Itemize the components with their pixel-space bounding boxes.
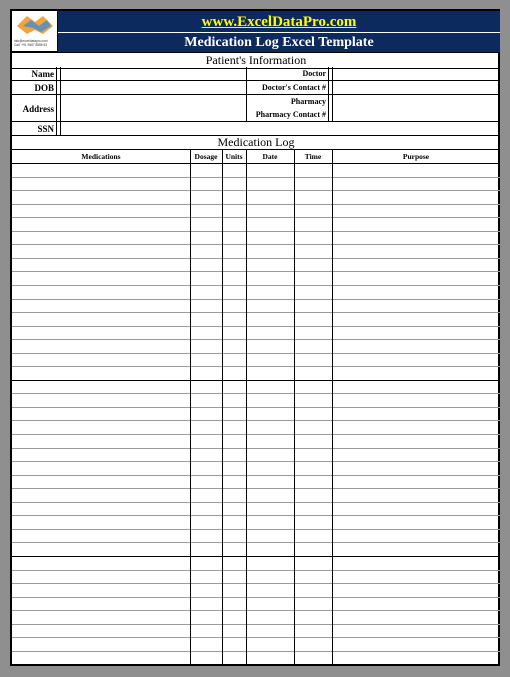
row-line bbox=[12, 326, 500, 327]
ssn-field[interactable] bbox=[61, 122, 500, 135]
patient-info-title: Patient's Information bbox=[12, 52, 500, 69]
doctor-contact-field[interactable] bbox=[333, 81, 500, 95]
dob-label: DOB bbox=[34, 83, 54, 93]
logo bbox=[12, 11, 58, 52]
row-line bbox=[12, 217, 500, 218]
address-field[interactable] bbox=[61, 95, 246, 122]
patient-info-grid bbox=[12, 67, 500, 136]
row-line bbox=[12, 610, 500, 611]
row-line bbox=[12, 353, 500, 354]
row-line bbox=[12, 542, 500, 543]
row-line bbox=[12, 339, 500, 340]
row-line bbox=[12, 434, 500, 435]
row-line bbox=[12, 515, 500, 516]
row-line bbox=[12, 597, 500, 598]
ssn-label: SSN bbox=[37, 124, 54, 134]
row-line bbox=[12, 258, 500, 259]
row-line bbox=[12, 583, 500, 584]
address-label: Address bbox=[22, 104, 54, 114]
col-medications: Medications bbox=[81, 152, 121, 161]
medication-log-title: Medication Log bbox=[12, 135, 500, 150]
row-line bbox=[12, 475, 500, 476]
column-line bbox=[246, 149, 247, 664]
row-line bbox=[12, 407, 500, 408]
doctor-field[interactable] bbox=[333, 67, 500, 81]
row-line bbox=[12, 502, 500, 503]
col-date: Date bbox=[262, 152, 278, 161]
row-line bbox=[12, 637, 500, 638]
row-line bbox=[12, 299, 500, 300]
row-line bbox=[12, 271, 500, 272]
template-title: Medication Log Excel Template bbox=[58, 33, 500, 52]
row-line bbox=[12, 312, 500, 313]
col-time: Time bbox=[304, 152, 322, 161]
row-line bbox=[12, 448, 500, 449]
row-line bbox=[12, 285, 500, 286]
log-top-line bbox=[12, 149, 500, 150]
logo-phone: Call: +91 9687 8585 63 bbox=[14, 42, 48, 47]
doctor-contact-label: Doctor's Contact # bbox=[262, 83, 326, 92]
row-line bbox=[12, 366, 500, 367]
pharmacy-label: Pharmacy bbox=[290, 97, 326, 106]
row-line bbox=[12, 529, 500, 530]
website-link[interactable]: www.ExcelDataPro.com bbox=[201, 14, 357, 30]
row-line bbox=[12, 231, 500, 232]
row-line bbox=[12, 556, 500, 557]
row-line bbox=[12, 177, 500, 178]
row-line bbox=[12, 420, 500, 421]
column-line bbox=[222, 149, 223, 664]
row-line bbox=[12, 204, 500, 205]
header-divider bbox=[12, 163, 500, 164]
row-line bbox=[12, 393, 500, 394]
column-line bbox=[190, 149, 191, 664]
col-units: Units bbox=[225, 152, 243, 161]
pharmacy-contact-label: Pharmacy Contact # bbox=[255, 110, 326, 119]
name-field[interactable] bbox=[61, 67, 246, 81]
row-line bbox=[12, 190, 500, 191]
row-line bbox=[12, 380, 500, 381]
dob-field[interactable] bbox=[61, 81, 246, 95]
col-dosage: Dosage bbox=[194, 152, 218, 161]
row-line bbox=[12, 488, 500, 489]
col-purpose: Purpose bbox=[402, 152, 430, 161]
column-line bbox=[294, 149, 295, 664]
column-line bbox=[332, 149, 333, 664]
row-line bbox=[12, 570, 500, 571]
logo-email: info@exceldatapro.com bbox=[14, 39, 48, 43]
pharmacy-field[interactable] bbox=[333, 95, 500, 108]
doctor-label: Doctor bbox=[302, 69, 326, 78]
website-band bbox=[58, 11, 500, 33]
handshake-logo-icon bbox=[15, 12, 55, 40]
medication-log-sheet bbox=[10, 9, 500, 666]
row-line bbox=[12, 244, 500, 245]
name-label: Name bbox=[31, 69, 54, 79]
row-line bbox=[12, 651, 500, 652]
row-line bbox=[12, 624, 500, 625]
pharmacy-contact-field[interactable] bbox=[333, 108, 500, 122]
row-line bbox=[12, 461, 500, 462]
